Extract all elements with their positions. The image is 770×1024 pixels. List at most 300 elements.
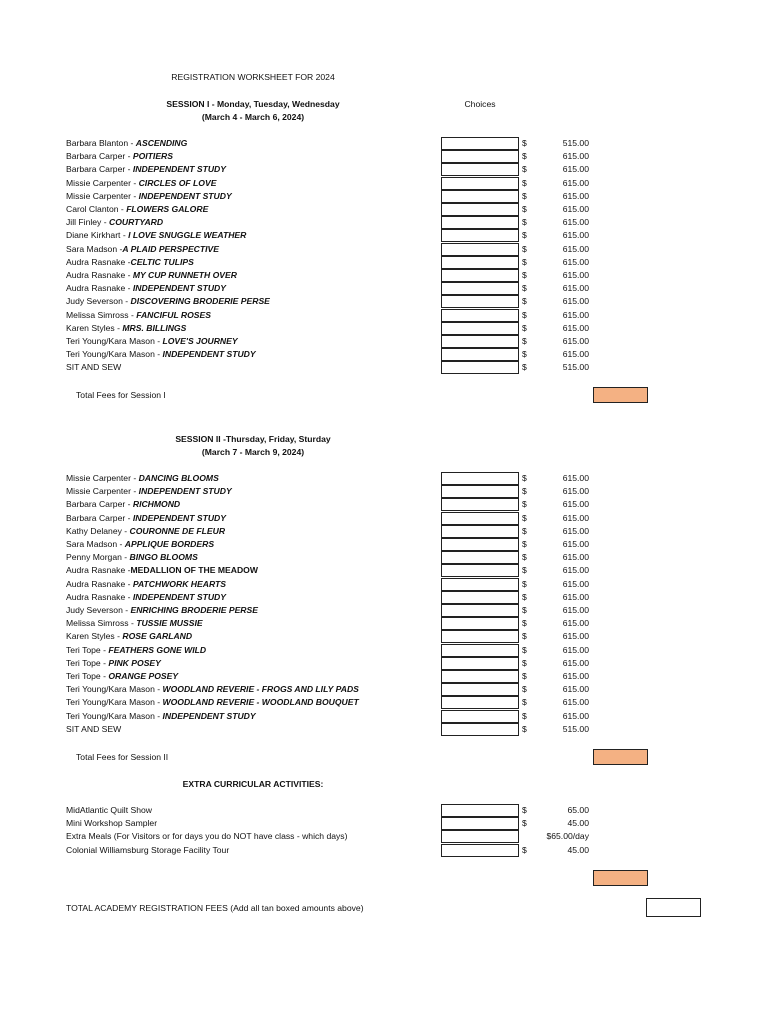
session1-total-box[interactable] xyxy=(593,387,648,403)
list-item xyxy=(0,485,770,498)
course-name: FLOWERS GALORE xyxy=(126,204,209,214)
item-label xyxy=(66,644,206,657)
session2-dates: (March 7 - March 9, 2024) xyxy=(201,447,305,457)
currency-symbol: $ xyxy=(522,151,527,162)
teacher-name: Melissa Simross - xyxy=(66,618,137,629)
currency-symbol: $ xyxy=(522,671,527,681)
currency-symbol: $ xyxy=(522,499,527,510)
item-label xyxy=(66,844,229,857)
choice-input-box[interactable] xyxy=(441,498,519,511)
course-name: ENRICHING BRODERIE PERSE xyxy=(130,605,258,615)
choice-input-box[interactable] xyxy=(441,696,519,709)
session1-heading: SESSION I - Monday, Tuesday, Wednesday xyxy=(166,99,340,109)
teacher-name: Audra Rasnake - xyxy=(66,591,133,602)
course-name: POITIERS xyxy=(132,151,173,162)
item-label xyxy=(66,295,270,308)
course-name: WOODLAND REVERIE - WOODLAND BOUQUET xyxy=(162,697,359,708)
fee-amount: 615.00 xyxy=(562,309,589,320)
list-item xyxy=(0,348,770,361)
extra-heading: EXTRA CURRICULAR ACTIVITIES: xyxy=(182,779,324,789)
list-item xyxy=(0,335,770,348)
choice-input-box[interactable] xyxy=(441,723,519,736)
fee-amount: 615.00 xyxy=(562,605,589,615)
list-item xyxy=(0,683,770,696)
course-name: ROSE GARLAND xyxy=(122,631,193,642)
fee-amount: 615.00 xyxy=(562,243,589,254)
choice-input-box[interactable] xyxy=(441,335,519,348)
item-label xyxy=(66,670,178,683)
currency-symbol: $ xyxy=(522,336,527,346)
currency-symbol: $ xyxy=(522,844,527,855)
item-label xyxy=(66,538,214,551)
currency-symbol: $ xyxy=(522,723,527,734)
list-item xyxy=(0,309,770,322)
fee-amount: 615.00 xyxy=(562,204,589,214)
course-name: TUSSIE MUSSIE xyxy=(136,618,203,629)
fee-amount: 615.00 xyxy=(562,283,589,294)
teacher-name: Barbara Carper - xyxy=(66,512,133,523)
choice-input-box[interactable] xyxy=(441,644,519,657)
item-label xyxy=(66,256,194,269)
teacher-name: Teri Young/Kara Mason - xyxy=(66,349,163,360)
choice-input-box[interactable] xyxy=(441,683,519,696)
list-item xyxy=(0,817,770,830)
choice-input-box[interactable] xyxy=(441,137,519,150)
list-item xyxy=(0,670,770,683)
item-label xyxy=(66,269,237,282)
teacher-name: Extra Meals (For Visitors or for days you do NOT have class - which days) xyxy=(66,831,348,842)
teacher-name: MidAtlantic Quilt Show xyxy=(66,805,152,815)
session2-total-box[interactable] xyxy=(593,749,648,765)
fee-amount: 615.00 xyxy=(562,296,589,307)
list-item xyxy=(0,269,770,282)
currency-symbol: $ xyxy=(522,657,527,668)
currency-symbol: $ xyxy=(522,138,527,148)
item-label xyxy=(66,498,180,511)
choice-input-box[interactable] xyxy=(441,243,519,256)
page-title: REGISTRATION WORKSHEET FOR 2024 xyxy=(171,72,335,82)
choice-input-box[interactable] xyxy=(441,256,519,269)
currency-symbol: $ xyxy=(522,296,527,307)
list-item xyxy=(0,591,770,604)
item-label xyxy=(66,657,161,670)
choice-input-box[interactable] xyxy=(441,282,519,295)
item-label xyxy=(66,525,225,538)
teacher-name: Sara Madson - xyxy=(66,243,123,254)
teacher-name: Jill Finley - xyxy=(66,217,109,228)
fee-amount: 615.00 xyxy=(562,322,589,333)
fee-amount: $65.00/day xyxy=(546,831,589,842)
choice-input-box[interactable] xyxy=(441,485,519,498)
list-item xyxy=(0,525,770,538)
item-label xyxy=(66,137,187,150)
grand-total-label: TOTAL ACADEMY REGISTRATION FEES (Add all tan boxed amounts above) xyxy=(66,903,364,913)
course-name: INDEPENDENT STUDY xyxy=(162,349,256,360)
item-label xyxy=(66,229,246,242)
currency-symbol: $ xyxy=(522,618,527,629)
item-label xyxy=(66,150,173,163)
currency-symbol: $ xyxy=(522,710,527,721)
choice-input-box[interactable] xyxy=(441,177,519,190)
fee-amount: 45.00 xyxy=(567,818,589,829)
course-name: DISCOVERING BRODERIE PERSE xyxy=(130,296,270,307)
item-label xyxy=(66,604,258,617)
extra-total-box[interactable] xyxy=(593,870,648,886)
item-label xyxy=(66,551,198,564)
teacher-name: Missie Carpenter - xyxy=(66,190,139,201)
teacher-name: Barbara Carper - xyxy=(66,151,133,162)
teacher-name: Judy Severson - xyxy=(66,605,131,615)
currency-symbol: $ xyxy=(522,805,527,815)
teacher-name: Barbara Carper - xyxy=(66,499,133,510)
fee-amount: 615.00 xyxy=(562,164,589,175)
item-label xyxy=(66,485,232,498)
currency-symbol: $ xyxy=(522,818,527,829)
teacher-name: Colonial Williamsburg Storage Facility Tour xyxy=(66,844,230,855)
choices-header: Choices xyxy=(464,99,496,109)
teacher-name: Teri Young/Kara Mason - xyxy=(66,336,163,346)
fee-amount: 615.00 xyxy=(562,578,589,589)
item-label xyxy=(66,243,219,256)
grand-total-box[interactable] xyxy=(646,898,701,917)
teacher-name: Mini Workshop Sampler xyxy=(66,818,158,829)
list-item xyxy=(0,604,770,617)
fee-amount: 615.00 xyxy=(562,486,589,497)
course-name: CIRCLES OF LOVE xyxy=(138,177,217,188)
course-name: INDEPENDENT STUDY xyxy=(138,190,232,201)
choice-input-box[interactable] xyxy=(441,670,519,683)
fee-amount: 615.00 xyxy=(562,473,589,483)
teacher-name: Penny Morgan - xyxy=(66,552,130,563)
fee-amount: 615.00 xyxy=(562,525,589,536)
list-item xyxy=(0,243,770,256)
list-item xyxy=(0,723,770,736)
currency-symbol: $ xyxy=(522,552,527,563)
item-label xyxy=(66,710,256,723)
item-label xyxy=(66,683,359,696)
course-name: ORANGE POSEY xyxy=(108,671,179,681)
fee-amount: 615.00 xyxy=(562,177,589,188)
list-item xyxy=(0,229,770,242)
course-name: FANCIFUL ROSES xyxy=(136,309,212,320)
currency-symbol: $ xyxy=(522,591,527,602)
teacher-name: SIT AND SEW xyxy=(66,723,122,734)
course-name: ASCENDING xyxy=(135,138,188,148)
list-item xyxy=(0,578,770,591)
currency-symbol: $ xyxy=(522,684,527,695)
teacher-name: Teri Tope - xyxy=(66,657,109,668)
course-name: MRS. BILLINGS xyxy=(122,322,187,333)
item-label xyxy=(66,361,121,374)
course-name: BINGO BLOOMS xyxy=(129,552,198,563)
list-item xyxy=(0,830,770,843)
list-item xyxy=(0,630,770,643)
fee-amount: 615.00 xyxy=(562,591,589,602)
currency-symbol: $ xyxy=(522,230,527,241)
choice-input-box[interactable] xyxy=(441,817,519,830)
item-label xyxy=(66,617,203,630)
teacher-name: Audra Rasnake - xyxy=(66,283,133,294)
fee-amount: 65.00 xyxy=(567,805,589,815)
choice-input-box[interactable] xyxy=(441,322,519,335)
currency-symbol: $ xyxy=(522,243,527,254)
list-item xyxy=(0,696,770,709)
fee-amount: 615.00 xyxy=(562,151,589,162)
choice-input-box[interactable] xyxy=(441,591,519,604)
fee-amount: 615.00 xyxy=(562,671,589,681)
list-item xyxy=(0,710,770,723)
choice-input-box[interactable] xyxy=(441,216,519,229)
course-name: MEDALLION OF THE MEADOW xyxy=(130,565,258,576)
currency-symbol: $ xyxy=(522,204,527,214)
item-label xyxy=(66,830,347,843)
list-item xyxy=(0,512,770,525)
course-name: INDEPENDENT STUDY xyxy=(162,710,256,721)
fee-amount: 615.00 xyxy=(562,349,589,360)
course-name: PINK POSEY xyxy=(108,657,161,668)
course-name: INDEPENDENT STUDY xyxy=(132,283,226,294)
choice-input-box[interactable] xyxy=(441,630,519,643)
fee-amount: 515.00 xyxy=(562,138,589,148)
list-item xyxy=(0,361,770,374)
choice-input-box[interactable] xyxy=(441,348,519,361)
teacher-name: Judy Severson - xyxy=(66,296,131,307)
teacher-name: Audra Rasnake - xyxy=(66,565,131,576)
currency-symbol: $ xyxy=(522,217,527,228)
list-item xyxy=(0,498,770,511)
currency-symbol: $ xyxy=(522,309,527,320)
item-label xyxy=(66,512,226,525)
fee-amount: 615.00 xyxy=(562,631,589,642)
list-item xyxy=(0,322,770,335)
teacher-name: SIT AND SEW xyxy=(66,362,122,373)
choice-input-box[interactable] xyxy=(441,163,519,176)
fee-amount: 615.00 xyxy=(562,697,589,708)
course-name: A PLAID PERSPECTIVE xyxy=(122,243,219,254)
fee-amount: 615.00 xyxy=(562,539,589,549)
teacher-name: Barbara Blanton - xyxy=(66,138,136,148)
list-item xyxy=(0,538,770,551)
currency-symbol: $ xyxy=(522,539,527,549)
list-item xyxy=(0,844,770,857)
course-name: INDEPENDENT STUDY xyxy=(132,512,226,523)
session1-dates: (March 4 - March 6, 2024) xyxy=(201,112,305,122)
teacher-name: Teri Tope - xyxy=(66,644,109,655)
course-name: INDEPENDENT STUDY xyxy=(132,164,226,175)
fee-amount: 615.00 xyxy=(562,230,589,241)
item-label xyxy=(66,177,216,190)
fee-amount: 615.00 xyxy=(562,190,589,201)
list-item xyxy=(0,203,770,216)
currency-symbol: $ xyxy=(522,605,527,615)
course-name: CELTIC TULIPS xyxy=(130,256,194,267)
session1-total-label: Total Fees for Session I xyxy=(76,390,166,400)
item-label xyxy=(66,322,186,335)
choice-input-box[interactable] xyxy=(441,657,519,670)
choice-input-box[interactable] xyxy=(441,844,519,857)
currency-symbol: $ xyxy=(522,270,527,280)
session2-heading: SESSION II -Thursday, Friday, Sturday xyxy=(175,434,331,444)
choice-input-box[interactable] xyxy=(441,309,519,322)
teacher-name: Karen Styles - xyxy=(66,322,123,333)
currency-symbol: $ xyxy=(522,177,527,188)
item-label xyxy=(66,472,219,485)
choice-input-box[interactable] xyxy=(441,361,519,374)
currency-symbol: $ xyxy=(522,190,527,201)
item-label xyxy=(66,817,157,830)
list-item xyxy=(0,551,770,564)
course-name: LOVE'S JOURNEY xyxy=(162,336,238,346)
currency-symbol: $ xyxy=(522,697,527,708)
item-label xyxy=(66,190,232,203)
course-name: MY CUP RUNNETH OVER xyxy=(132,270,237,280)
item-label xyxy=(66,216,163,229)
choice-input-box[interactable] xyxy=(441,551,519,564)
teacher-name: Audra Rasnake - xyxy=(66,270,133,280)
choice-input-box[interactable] xyxy=(441,472,519,485)
item-label xyxy=(66,335,238,348)
teacher-name: Diane Kirkhart - xyxy=(66,230,129,241)
course-name: APPLIQUE BORDERS xyxy=(124,539,215,549)
list-item xyxy=(0,150,770,163)
choice-input-box[interactable] xyxy=(441,564,519,577)
teacher-name: Teri Young/Kara Mason - xyxy=(66,697,163,708)
choice-input-box[interactable] xyxy=(441,203,519,216)
teacher-name: Kathy Delaney - xyxy=(66,525,130,536)
list-item xyxy=(0,804,770,817)
choice-input-box[interactable] xyxy=(441,150,519,163)
list-item xyxy=(0,657,770,670)
teacher-name: Missie Carpenter - xyxy=(66,473,139,483)
list-item xyxy=(0,190,770,203)
list-item xyxy=(0,282,770,295)
list-item xyxy=(0,163,770,176)
course-name: FEATHERS GONE WILD xyxy=(108,644,207,655)
choice-input-box[interactable] xyxy=(441,295,519,308)
currency-symbol: $ xyxy=(522,256,527,267)
currency-symbol: $ xyxy=(522,164,527,175)
fee-amount: 615.00 xyxy=(562,336,589,346)
fee-amount: 615.00 xyxy=(562,618,589,629)
teacher-name: Teri Tope - xyxy=(66,671,109,681)
choice-input-box[interactable] xyxy=(441,830,519,843)
item-label xyxy=(66,163,226,176)
fee-amount: 515.00 xyxy=(562,362,589,373)
choice-input-box[interactable] xyxy=(441,578,519,591)
item-label xyxy=(66,723,121,736)
currency-symbol: $ xyxy=(522,631,527,642)
teacher-name: Missie Carpenter - xyxy=(66,486,139,497)
currency-symbol: $ xyxy=(522,322,527,333)
choice-input-box[interactable] xyxy=(441,710,519,723)
teacher-name: Teri Young/Kara Mason - xyxy=(66,710,163,721)
fee-amount: 615.00 xyxy=(562,644,589,655)
list-item xyxy=(0,564,770,577)
teacher-name: Karen Styles - xyxy=(66,631,123,642)
fee-amount: 615.00 xyxy=(562,710,589,721)
teacher-name: Sara Madson - xyxy=(66,539,125,549)
currency-symbol: $ xyxy=(522,362,527,373)
item-label xyxy=(66,630,192,643)
item-label xyxy=(66,203,208,216)
choice-input-box[interactable] xyxy=(441,538,519,551)
currency-symbol: $ xyxy=(522,578,527,589)
choice-input-box[interactable] xyxy=(441,617,519,630)
course-name: INDEPENDENT STUDY xyxy=(138,486,232,497)
item-label xyxy=(66,309,211,322)
item-label xyxy=(66,696,359,709)
item-label xyxy=(66,804,152,817)
list-item xyxy=(0,617,770,630)
currency-symbol: $ xyxy=(522,512,527,523)
currency-symbol: $ xyxy=(522,525,527,536)
list-item xyxy=(0,644,770,657)
list-item xyxy=(0,472,770,485)
course-name: PATCHWORK HEARTS xyxy=(132,578,226,589)
item-label xyxy=(66,578,226,591)
list-item xyxy=(0,137,770,150)
currency-symbol: $ xyxy=(522,644,527,655)
course-name: I LOVE SNUGGLE WEATHER xyxy=(128,230,247,241)
currency-symbol: $ xyxy=(522,473,527,483)
fee-amount: 615.00 xyxy=(562,270,589,280)
session2-total-label: Total Fees for Session II xyxy=(76,752,169,762)
fee-amount: 615.00 xyxy=(562,552,589,563)
item-label xyxy=(66,348,256,361)
fee-amount: 615.00 xyxy=(562,499,589,510)
choice-input-box[interactable] xyxy=(441,804,519,817)
currency-symbol: $ xyxy=(522,486,527,497)
fee-amount: 615.00 xyxy=(562,684,589,695)
teacher-name: Audra Rasnake - xyxy=(66,578,133,589)
course-name: DANCING BLOOMS xyxy=(138,473,219,483)
course-name: WOODLAND REVERIE - FROGS AND LILY PADS xyxy=(162,684,359,695)
item-label xyxy=(66,564,258,577)
teacher-name: Melissa Simross - xyxy=(66,309,137,320)
teacher-name: Barbara Carper - xyxy=(66,164,133,175)
choice-input-box[interactable] xyxy=(441,525,519,538)
course-name: RICHMOND xyxy=(132,499,181,510)
fee-amount: 615.00 xyxy=(562,565,589,576)
currency-symbol: $ xyxy=(522,349,527,360)
item-label xyxy=(66,591,226,604)
course-name: INDEPENDENT STUDY xyxy=(132,591,226,602)
fee-amount: 515.00 xyxy=(562,723,589,734)
list-item xyxy=(0,177,770,190)
teacher-name: Audra Rasnake - xyxy=(66,256,131,267)
choice-input-box[interactable] xyxy=(441,269,519,282)
currency-symbol: $ xyxy=(522,283,527,294)
currency-symbol: $ xyxy=(522,565,527,576)
choice-input-box[interactable] xyxy=(441,604,519,617)
choice-input-box[interactable] xyxy=(441,229,519,242)
choice-input-box[interactable] xyxy=(441,190,519,203)
teacher-name: Carol Clanton - xyxy=(66,204,127,214)
teacher-name: Teri Young/Kara Mason - xyxy=(66,684,163,695)
list-item xyxy=(0,216,770,229)
list-item xyxy=(0,295,770,308)
fee-amount: 615.00 xyxy=(562,657,589,668)
fee-amount: 45.00 xyxy=(567,844,589,855)
course-name: COURTYARD xyxy=(108,217,164,228)
course-name: COURONNE DE FLEUR xyxy=(129,525,226,536)
teacher-name: Missie Carpenter - xyxy=(66,177,139,188)
choice-input-box[interactable] xyxy=(441,512,519,525)
fee-amount: 615.00 xyxy=(562,256,589,267)
fee-amount: 615.00 xyxy=(562,217,589,228)
list-item xyxy=(0,256,770,269)
fee-amount: 615.00 xyxy=(562,512,589,523)
